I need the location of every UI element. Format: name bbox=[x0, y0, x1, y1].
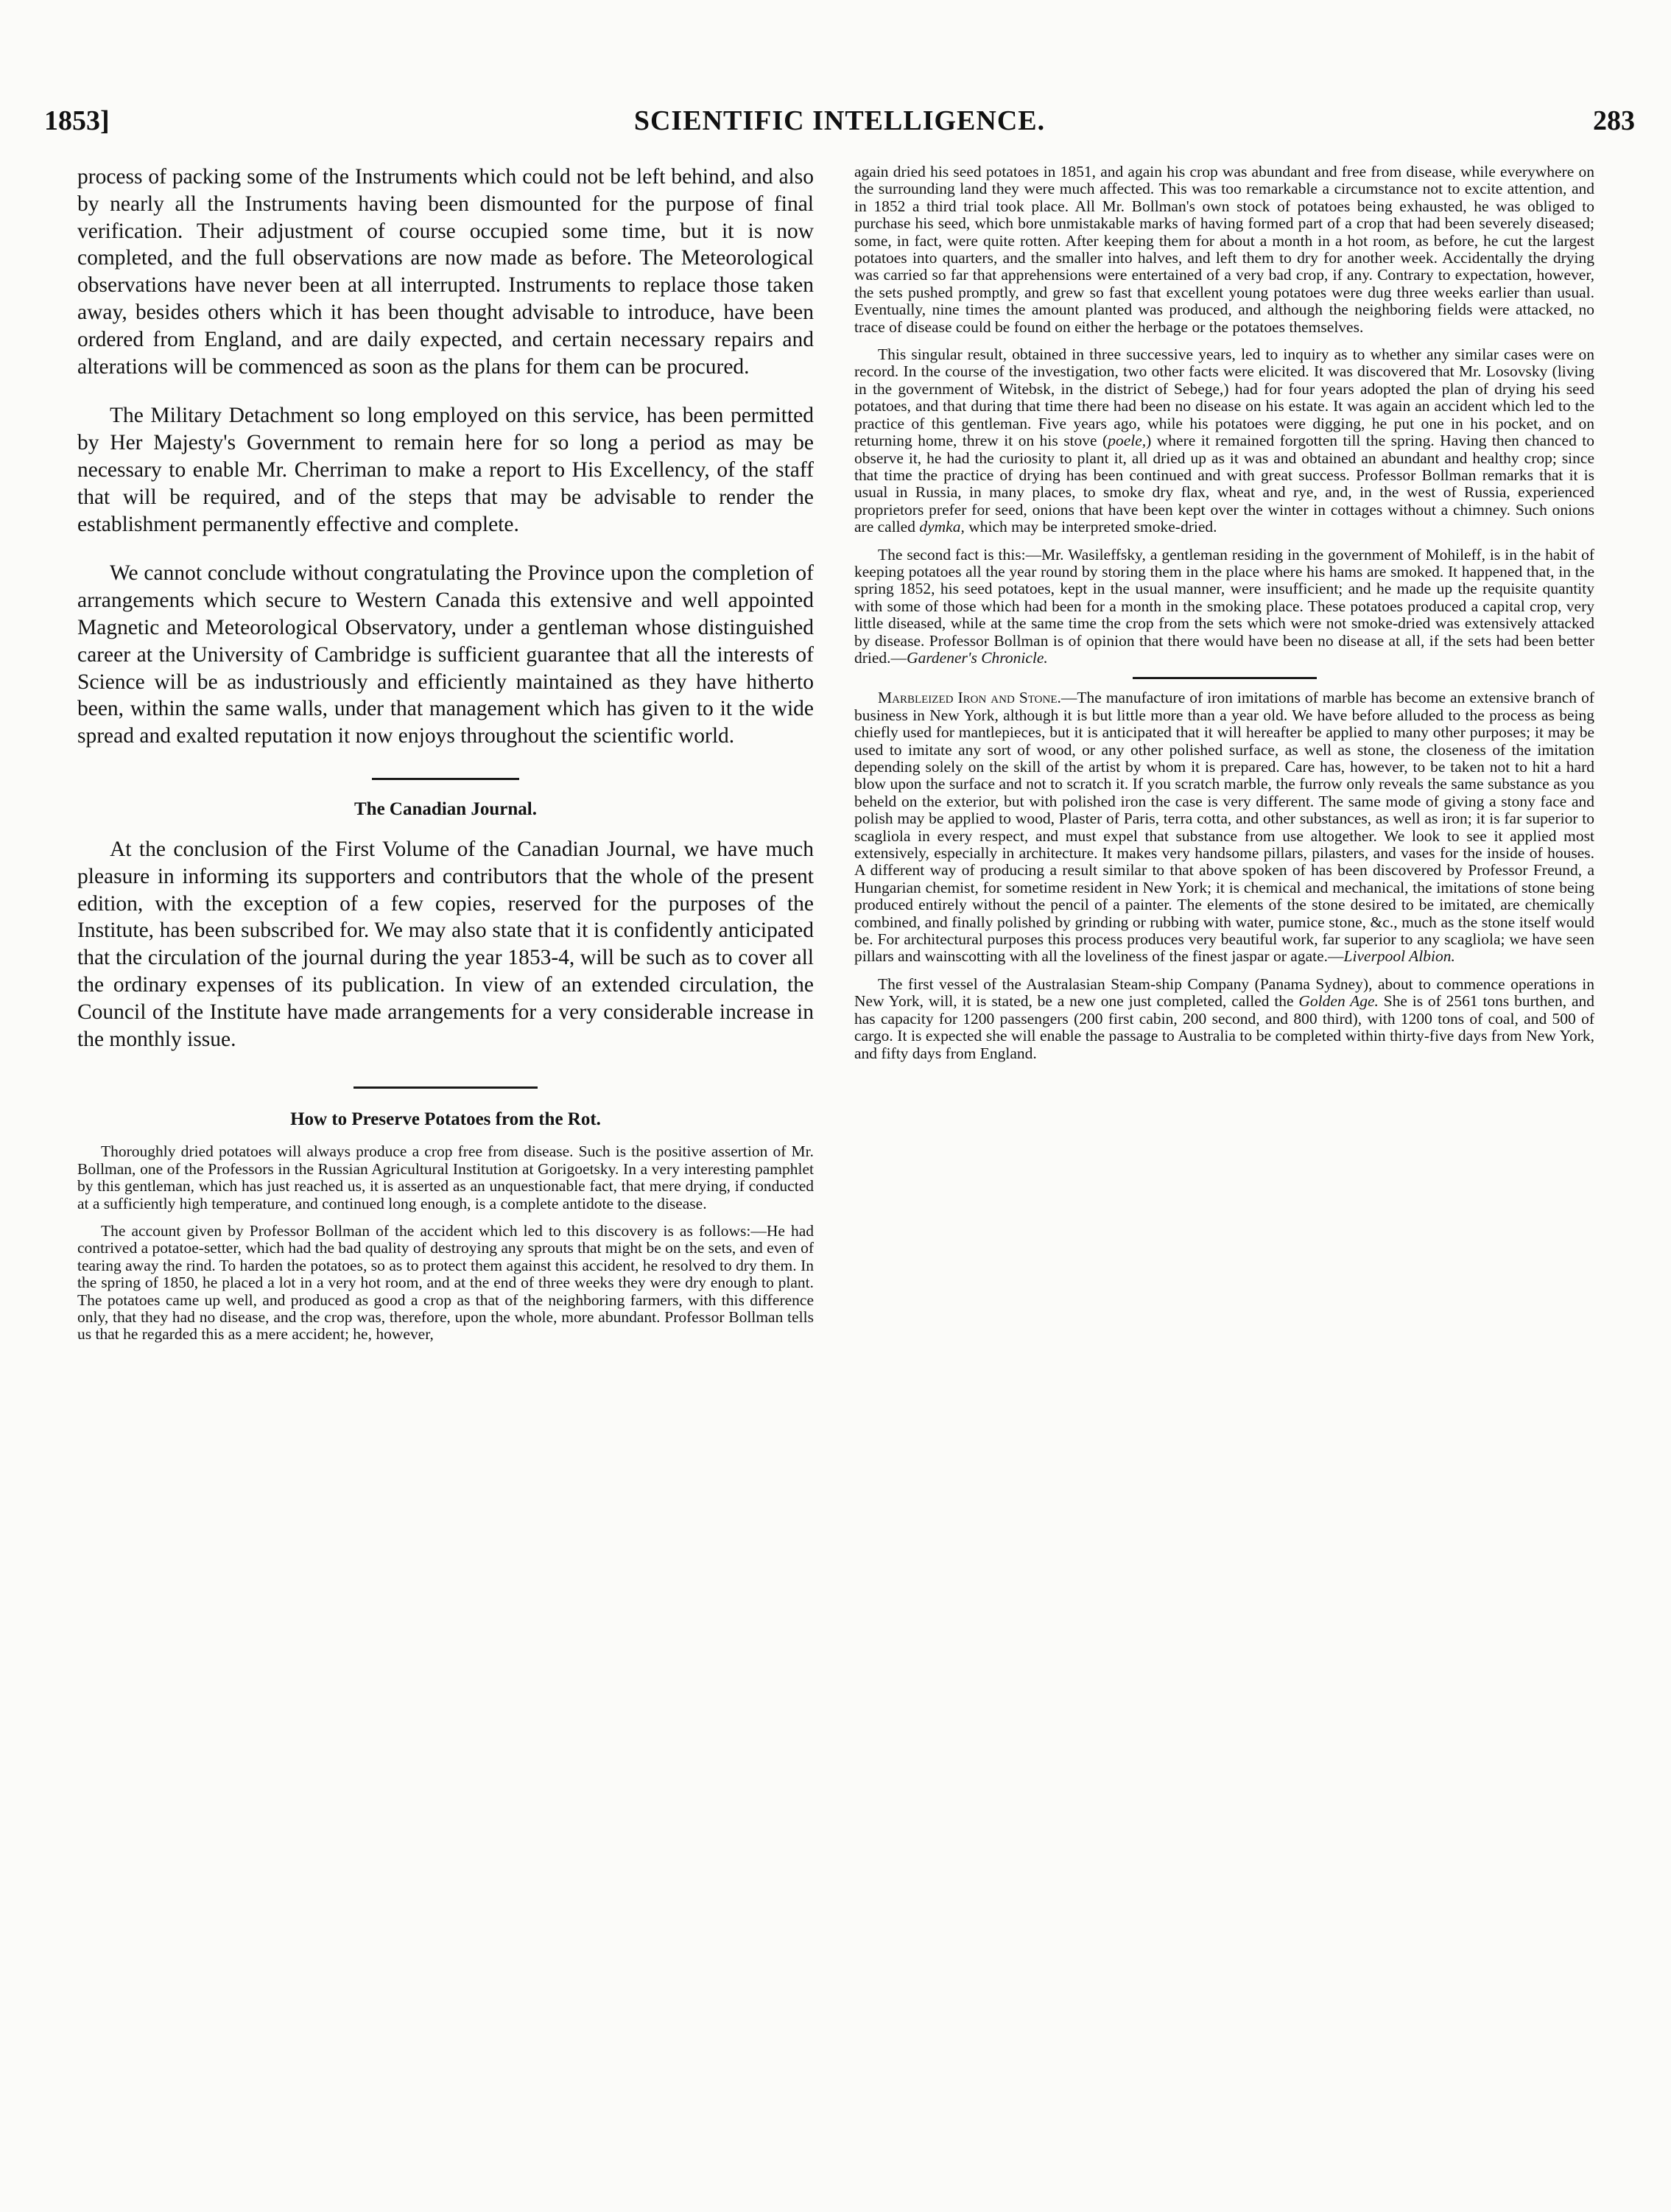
potatoes-paragraph-5: The second fact is this:—Mr. Wasileffsky, a gentleman residing in the government of Mohileff, is in the habit of keeping potatoes all the year round by storing them in the place where his hams are smoked. It happened that, in the spring 1852, his seed potatoes, kept in the usual manner, were insufficient; and he made up the requisite quantity with some of those which had been for a month in the smoking place. These potatoes produced a capital crop, very little diseased, while at the same time the crop from the sets which were not smoke-dried was extensively attacked by disease. Professor Bollman is of opinion that there would have been no disease at all, if the sets had been better dried.—Gardener's Chronicle. bbox=[854, 545, 1594, 667]
source-citation: Liverpool Albion. bbox=[1343, 947, 1455, 966]
page-number: 283 bbox=[1593, 105, 1635, 136]
observatory-paragraph-2: The Military Detachment so long employed on this service, has been permitted by Her Majesty's Government to remain here for so long a period as may be necessary to enable Mr. Cherriman to make a report to His Excellency, of the staff that will be required, and of the steps that may be advisable to render the establishment permanently effective and complete. bbox=[77, 404, 814, 536]
potatoes-paragraph-1: Thoroughly dried potatoes will always produce a crop free from disease. Such is the positive assertion of Mr. Bollman, one of the Professors in the Russian Agricultural Institution at Gorigoetsky. In a very interesting pamphlet by this gentleman, which has just reached us, it is asserted as an unquestionable fact, that mere drying, if conducted at a sufficiently high temperature, and continued long enough, is a complete antidote to the disease. bbox=[77, 1142, 814, 1212]
observatory-paragraph-1: process of packing some of the Instruments which could not be left behind, and also by nearly all the Instruments having been dismounted for the purpose of final verification. Their adjustment of course occupied some time, but it is now completed, and the full observations are now made as before. The Meteorological observations have never been at all interrupted. Instruments to replace those taken away, besides others which it has been thought advisable to introduce, have been ordered from England, and are daily expected, and certain necessary repairs and alterations will be commenced as soon as the plans for them can be procured. bbox=[77, 165, 814, 379]
section-heading-canadian-journal: The Canadian Journal. bbox=[354, 798, 537, 819]
canadian-journal-paragraph: At the conclusion of the First Volume of the Canadian Journal, we have much pleasure in informing its supporters and contributors that the whole of the present edition, with the exception of a few copies, reserved for the purposes of the Institute, has been subscribed for. We may also state that it is confidently anticipated that the circulation of the journal during the year 1853-4, will be such as to cover all the ordinary expenses of its publication. In view of an extended circulation, the Council of the Institute have made arrangements for a very considerable increase in the monthly issue. bbox=[77, 837, 814, 1051]
source-citation: Gardener's Chronicle. bbox=[907, 648, 1048, 667]
right-column bbox=[854, 164, 1594, 1062]
section-heading-potatoes: How to Preserve Potatoes from the Rot. bbox=[290, 1109, 601, 1130]
potatoes-paragraph-4: This singular result, obtained in three successive years, led to inquiry as to whether any similar cases were on record. In the course of the investigation, two other facts were elicited. It was discovered that Mr. Losovsky (living in the government of Witebsk, in the district of Sebege,) had for four years adopted the plan of drying his seed potatoes, and that during that time there had been no disease on his estate. It was again an accident which led to the practice of this gentleman. Five years ago, while his potatoes were digging, he put one in his pocket, and on returning home, threw it on his stove (poele,) where it remained forgotten till the spring. Having then chanced to observe it, he had the curiosity to plant it, all dried up as it was and obtained an abundant and healthy crop; since that time the practice of drying has been continued and with great success. Professor Bollman remarks that it is usual in Russia, in many places, to smoke dry flax, wheat and rye, and, in the west of Russia, experienced proprietors prefer for seed, onions that have been kept over the winter in cottages without a chimney. Such onions are called dymka, which may be interpreted smoke-dried. bbox=[854, 345, 1594, 536]
running-head bbox=[44, 105, 1635, 141]
left-column bbox=[77, 164, 814, 1344]
header-year: 1853] bbox=[44, 105, 110, 136]
marbleized-iron-paragraph: Marbleized Iron and Stone.—The manufacture of iron imitations of marble has become an extensive branch of business in New York, although it is but little more than a year old. We have before alluded to the process as being chiefly used for mantlepieces, but it is anticipated that it will hereafter be applied to many other purposes; it may be used to imitate any sort of wood, or any other polished surface, as well as stone, the closeness of the imitation depending solely on the skill of the artist by whom it is prepared. Care has, however, to be taken not to hit a hard blow upon the surface and not to scratch it. If you scratch marble, the furrow only reveals the same substance as you beheld on the exterior, but with polished iron the case is very different. The same mode of giving a stony face and polish may be applied to wood, Plaster of Paris, terra cotta, and other substances, as well as iron; it is far superior to scagliola in every respect, and must expel that substance from use altogether. We look to see it applied most extensively, especially in architecture. It makes very handsome pillars, pilasters, and vases for the inside of houses. A different way of producing a result similar to that above spoken of has been discovered by Professor Freund, a Hungarian chemist, for sometime resident in New York; it is chemical and mechanical, the imitations of stone being produced entirely without the pencil of a painter. The elements of the stone desired to be imitated, are chemically combined, and finally polished by grinding or rubbing with water, pumice stone, &c., much as the stone itself would be. For architectural purposes this process produces very beautiful work, far superior to any scagliola; we have seen pillars and wainscotting with all the loveliness of the finest jaspar or agate.—Liverpool Albion. bbox=[854, 689, 1594, 966]
observatory-paragraph-3: We cannot conclude without congratulating the Province upon the completion of arrangements which secure to Western Canada this extensive and well appointed Magnetic and Meteorological Observatory, under a gentleman whose distinguished career at the University of Cambridge is sufficient guarantee that all the interests of Science will be as industriously and efficiently maintained as they have hitherto been, within the same walls, under that management which has given to it the wide spread and exalted reputation it now enjoys throughout the scientific world. bbox=[77, 561, 814, 748]
section-rule bbox=[1133, 677, 1317, 679]
steamship-paragraph: The first vessel of the Australasian Steam-ship Company (Panama Sydney), about to commence operations in New York, will, it is stated, be a new one just completed, called the Golden Age. She is of 2561 tons burthen, and has capacity for 1200 passengers (200 first cabin, 200 second, and 800 third), with 1200 tons of coal, and 500 of cargo. It is expected she will enable the passage to Australia to be completed within thirty-five days from New York, and fifty days from England. bbox=[854, 975, 1594, 1062]
potatoes-paragraph-3: again dried his seed potatoes in 1851, and again his crop was abundant and free from disease, while everywhere on the surrounding land they were much affected. This was too remarkable a circumstance not to excite attention, and in 1852 a third trial took place. All Mr. Bollman's own stock of potatoes being exhausted, he was obliged to purchase his seed, which bore unmistakable marks of having formed part of a crop that had been severely diseased; some, in fact, were quite rotten. After keeping them for about a month in a hot room, as before, he cut the largest potatoes into quarters, and the smaller into halves, and left them to dry for another week. Accidentally the drying was carried so far that apprehensions were entertained of a very bad crop, if any. Contrary to expectation, however, the sets pushed promptly, and grew so fast that excellent young potatoes were dug three weeks earlier than usual. Eventually, nine times the amount planted was produced, and although the neighboring fields were attacked, no trace of disease could be found on either the herbage or the potatoes themselves. bbox=[854, 163, 1594, 336]
potatoes-paragraph-2: The account given by Professor Bollman of the accident which led to this discovery is as follows:—He had contrived a potatoe-setter, which had the bad quality of destroying any sprouts that might be on the sets, and even of tearing away the rind. To harden the potatoes, so as to protect them against this accident, he resolved to dry them. In the spring of 1850, he placed a lot in a very hot room, and at the end of three weeks they were dry enough to plant. The potatoes came up well, and produced as good a crop as that of the neighboring farmers, with this difference only, that they had no disease, and the crop was, therefore, upon the whole, more abundant. Professor Bollman tells us that he regarded this as a mere accident; he, however, bbox=[77, 1221, 814, 1344]
section-rule bbox=[353, 1086, 538, 1089]
header-title: SCIENTIFIC INTELLIGENCE. bbox=[633, 105, 1046, 136]
section-rule bbox=[372, 778, 519, 780]
article-lead: Marbleized Iron and Stone. bbox=[878, 689, 1061, 707]
